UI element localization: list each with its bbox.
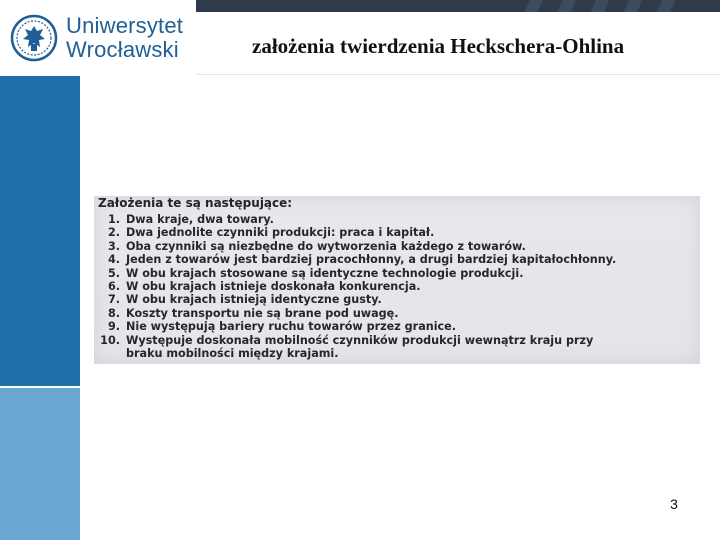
scan-heading: Założenia te są następujące: (98, 196, 293, 210)
list-item-number: 10. (100, 333, 120, 347)
list-item-text: Nie występują bariery ruchu towarów przez granice. (126, 320, 457, 334)
page-number: 3 (670, 496, 678, 512)
list-item-number: 3. (107, 239, 120, 253)
list-item (98, 240, 616, 253)
list-item (98, 320, 616, 333)
list-item (98, 334, 616, 347)
list-item-text: Dwa jednolite czynniki produkcji: praca i kapitał. (126, 226, 435, 240)
list-item (98, 293, 616, 306)
list-item-number: 7. (107, 293, 120, 307)
list-item-number: 8. (107, 306, 120, 320)
list-item-text: Jeden z towarów jest bardziej pracochłonny, a drugi bardziej kapitałochłonny. (126, 253, 617, 267)
header-divider (196, 74, 720, 75)
logo-text (66, 14, 183, 62)
list-item-text: Dwa kraje, dwa towary. (126, 213, 274, 226)
university-crest-icon (10, 14, 58, 62)
scanned-text-image (94, 196, 700, 364)
header-band (196, 0, 720, 12)
list-item-text: Występuje doskonała mobilność czynników produkcji wewnątrz kraju przy (126, 333, 594, 347)
list-item (98, 253, 616, 266)
assumptions-list (98, 213, 616, 360)
list-item (98, 307, 616, 320)
list-item-text: W obu krajach istnieją identyczne gusty. (126, 293, 382, 307)
list-item-number: 2. (107, 226, 120, 240)
list-item (98, 267, 616, 280)
list-item (98, 226, 616, 239)
list-item-number: 6. (107, 280, 120, 294)
university-logo (10, 10, 190, 66)
list-item-text: Koszty transportu nie są brane pod uwagę. (126, 306, 399, 320)
sidebar-top-block (0, 76, 80, 386)
logo-text-line1: Uniwersytet (66, 13, 184, 38)
list-item-text: Oba czynniki są niezbędne do wytworzenia każdego z towarów. (126, 239, 526, 253)
list-item (98, 213, 616, 226)
sidebar-bottom-block (0, 388, 80, 540)
list-item-number: 1. (107, 213, 120, 226)
list-item-text: W obu krajach stosowane są identyczne technologie produkcji. (126, 266, 524, 280)
slide-title: założenia twierdzenia Heckschera-Ohlina (252, 34, 625, 58)
list-item-number: 4. (107, 253, 120, 267)
list-item-number: 9. (107, 320, 120, 334)
list-item-text: W obu krajach istnieje doskonała konkurencja. (126, 280, 421, 294)
list-item-number: 5. (107, 266, 120, 280)
logo-text-line2: Wrocławski (66, 37, 179, 62)
list-item (98, 280, 616, 293)
list-item-continuation: braku mobilności między krajami. (126, 347, 339, 361)
